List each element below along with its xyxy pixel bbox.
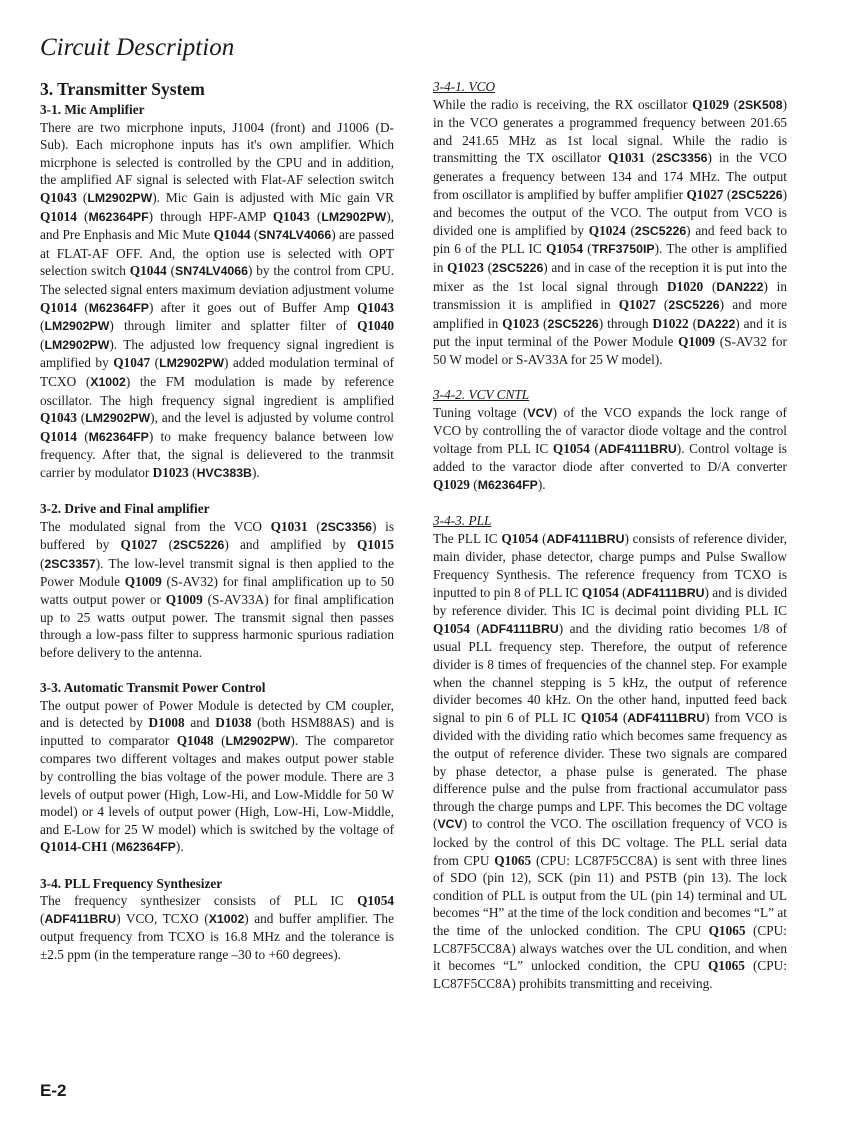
section-heading: 3-1. Mic Amplifier [40,102,145,117]
right-column [433,78,787,992]
chapter-heading: 3. Transmitter System [40,79,205,99]
section-text: The output power of Power Module is detected by CM coupler, and is detected by D1008 and D1038 (both HSM88AS) and is inputted to comparator Q1048 (LM2902PW). The comparetor compares two different voltages and makes output power stable by controlling the bias voltage of the power module. There are 3 levels of output power (High, Low-Hi, and Low-Middle for 50 W model) or 4 levels of output power (High, Low-Hi, Low-Middle, and E-Low for 25 W model) which is switched by the voltage of Q1014-CH1 (M62364FP). [40,697,394,855]
page-title: Circuit Description [40,34,235,61]
page-number: E-2 [40,1081,67,1100]
section-text: Tuning voltage (VCV) of the VCO expands the lock range of VCO by controlling the of varactor diode voltage and the control voltage from PLL IC Q1054 (ADF4111BRU). Control voltage is added to the varactor diode after converted to D/A converter Q1029 (M62364FP). [433,404,787,493]
subsection-heading: 3-4-1. VCO [433,79,496,94]
section-text: The modulated signal from the VCO Q1031 (2SC3356) is buffered by Q1027 (2SC5226) and amplified by Q1015 (2SC3357). The low-level transmit signal is then applied to the Power Module Q1009 (S-AV32) for final amplification up to 50 watts output power or Q1009 (S-AV33A) for final amplification up to 25 watts output power. The transmit signal then passes through a low-pass filter to suppress harmonic spurious radiation before delivery to the antenna. [40,518,395,660]
section-heading: 3-4. PLL Frequency Synthesizer [40,875,223,891]
section-text: The frequency synthesizer consists of PLL IC Q1054 (ADF411BRU) VCO, TCXO (X1002) and buffer amplifier. The output frequency from TCXO is 16.8 MHz and the tolerance is ±2.5 ppm (in the temperature range –30 to +60 degrees). [40,893,394,962]
section-heading: 3-3. Automatic Transmit Power Control [40,680,266,695]
subsection-heading: 3-4-2. VCV CNTL [433,387,530,403]
left-column [40,78,394,964]
section-text: There are two micrphone inputs, J1004 (front) and J1006 (D-Sub). Each microphone inputs has it's own amplifier. Which micrphone is selected is controlled by the CPU and in addition, the amplified AF signal is selected with Flat-AF selection switch Q1043 (LM2902PW). Mic Gain is adjusted with Mic gain VR Q1014 (M62364PF) through HPF-AMP Q1043 (LM2902PW), and Pre Enphasis and Mic Mute Q1044 (SN74LV4066) are passed at FLAT-AF OFF. And, the option use is selected with OPT selection switch Q1044 (SN74LV4066) by the control from CPU. The selected signal enters maximum deviation adjustment volume Q1014 (M62364FP) after it goes out of Buffer Amp Q1043 (LM2902PW) through limiter and splatter filter of Q1040 (LM2902PW). The adjusted low frequency signal ingredient is amplified by Q1047 (LM2902PW) added modulation terminal of TCXO (X1002) the FM modulation is made by reference oscillator. The high frequency signal ingredient is amplified Q1043 (LM2902PW), and the level is adjusted by volume control Q1014 (M62364FP) to make frequency balance between low frequency. After that, the signal is delievered to the tranmsit carrier by modulator D1023 (HVC383B). [40,119,395,480]
section-text: While the radio is receiving, the RX oscillator Q1029 (2SK508) in the VCO generates a programmed frequency between 201.65 and 241.65 MHz as 1st local signal. While the radio is transmitting the TX oscillator Q1031 (2SC3356) in the VCO generates a frequency between 134 and 174 MHz. The output from oscillator is amplified by buffer amplifier Q1027 (2SC5226) and becomes the output of the VCO. The output from VCO is divided one is amplified by Q1024 (2SC5226) and feed back to pin 6 of the PLL IC Q1054 (TRF3750IP). The other is amplified in Q1023 (2SC5226) and in case of the reception it is put into the mixer as the 1st local signal through D1020 (DAN222) in transmission it is amplified in Q1027 (2SC5226) and more amplified in Q1023 (2SC5226) through D1022 (DA222) and it is put the input terminal of the Power Module Q1009 (S-AV32 for 50 W model or S-AV33A for 25 W model). [433,96,788,367]
section-text: The PLL IC Q1054 (ADF4111BRU) consists of reference divider, main divider, phase detector, charge pumps and Pulse Swallow Frequency Synthesis. The reference frequency from TCXO is inputted to pin 8 of PLL IC Q1054 (ADF4111BRU) and is divided by reference divider. This IC is decimal point dividing PLL IC Q1054 (ADF4111BRU) and the dividing ratio becomes 1/8 of usual PLL frequency step. Therefore, the output of reference divider is 8 times of frequencies of the channel step. For example when the channel stepping is 5 kHz, the output of reference divider becomes 40 kHz. On the other hand, inputted feed back signal to pin 6 of PLL IC Q1054 (ADF4111BRU) from VCO is divided with the dividing ratio which becomes same frequency as the output of reference divider. These two signals are compared by phase detector, a phase pulse is generated. The phase difference pulse and the pulse from fractional accumulator pass through the charge pumps and LPF. This becomes the DC voltage (VCV) to control the VCO. The oscillation frequency of VCO is locked by the control of this DC voltage. The PLL serial data from CPU Q1065 (CPU: LC87F5CC8A) is sent with three lines of SDO (pin 12), SCK (pin 11) and PSTB (pin 13). The lock condition of PLL is output from the UL (pin 14) terminal and UL becomes “H” at the time of the lock condition and becomes “L” at the time of the unlocked condition. The CPU Q1065 (CPU: LC87F5CC8A) always watches over the UL condition, and when it becomes “L” unlocked condition, the CPU Q1065 (CPU: LC87F5CC8A) prohibits transmitting and receiving. [433,530,788,991]
subsection-heading: 3-4-3. PLL [433,513,492,529]
section-heading: 3-2. Drive and Final amplifier [40,501,210,517]
